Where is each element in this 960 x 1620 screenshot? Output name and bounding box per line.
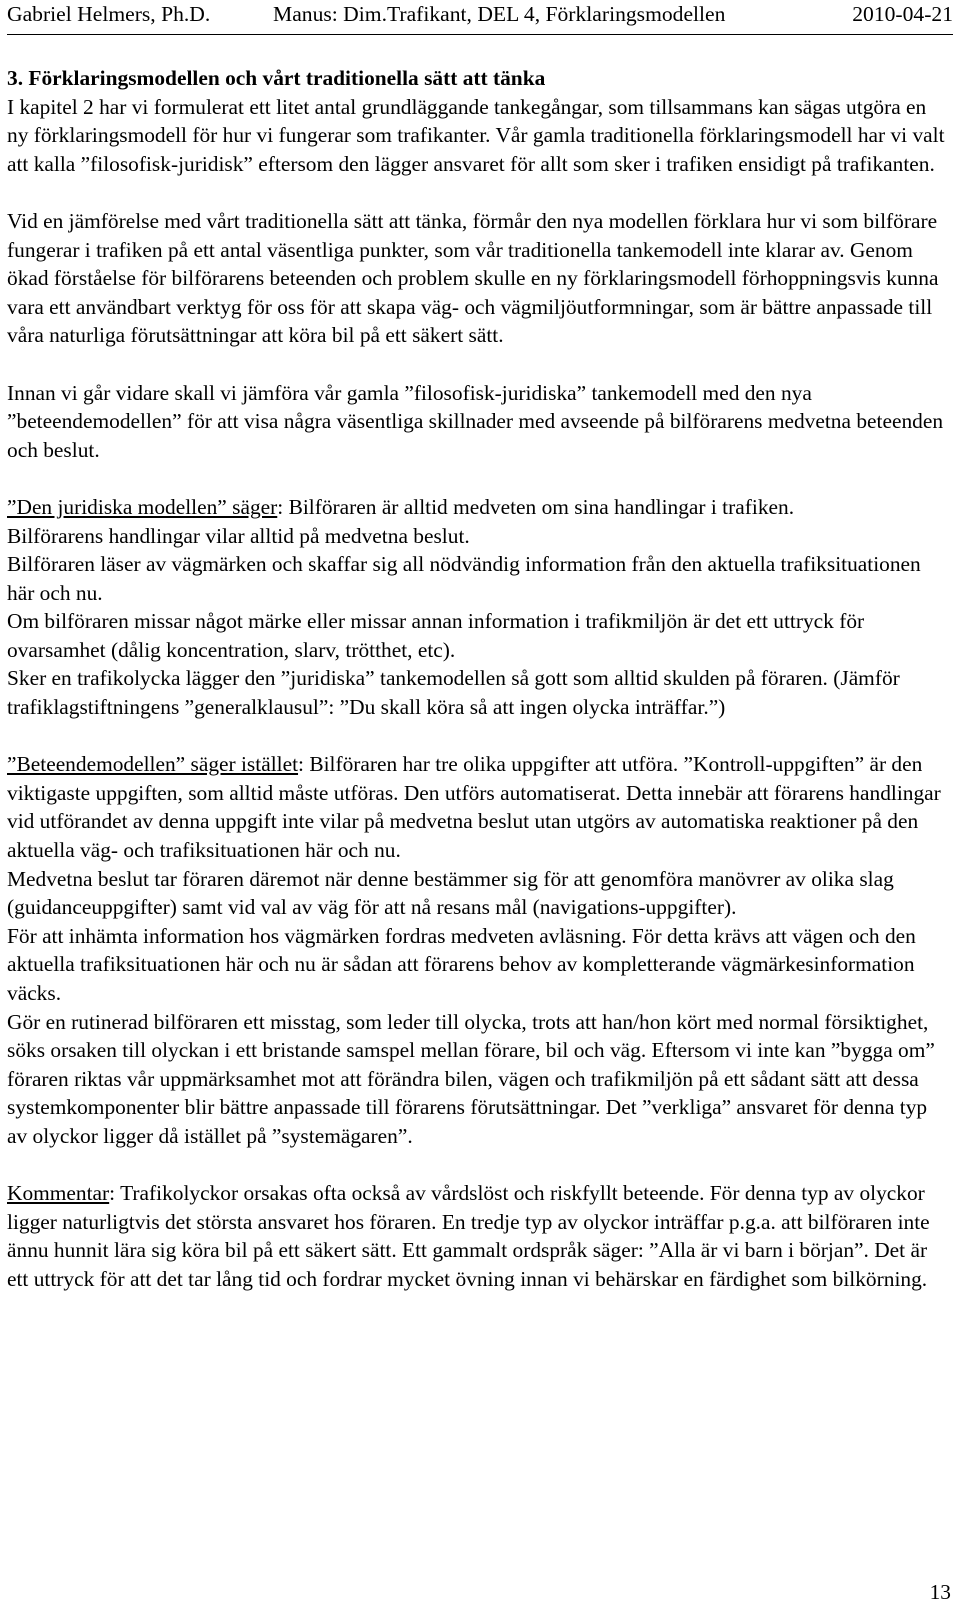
paragraph-gap xyxy=(7,350,951,379)
juridical-model-line-3: Bilföraren läser av vägmärken och skaffar sig all nödvändig information från den aktuella trafiksituationen här och nu. xyxy=(7,552,921,605)
juridical-model-line-2: Bilförarens handlingar vilar alltid på medvetna beslut. xyxy=(7,523,470,548)
page-number: 13 xyxy=(929,1580,951,1604)
juridical-model-label: ”Den juridiska modellen” säger xyxy=(7,494,278,519)
behavioral-model-text: Bilföraren har tre olika uppgifter att utföra. ”Kontroll-uppgiften” är den viktigaste uppgiften, som alltid måste utföras. Den utförs automatiserat. Detta innebär att förarens handlingar vid utförandet av denna uppgift inte vilar på medvetna beslut utan utgörs av automatiska reaktioner på den aktuella väg- och trafiksituationen här och nu. xyxy=(7,752,941,863)
header-rule xyxy=(7,34,953,35)
behavioral-model-line-2: Medvetna beslut tar föraren däremot när denne bestämmer sig för att genomföra manövrer av olika slag (guidanceuppgifter) samt vid val av väg för att nå resans mål (navigations-uppgifter). xyxy=(7,866,894,920)
juridical-model-line-4: Om bilföraren missar något märke eller missar annan information i trafikmiljön är det ett uttryck för ovarsamhet (dålig koncentration, slarv, trötthet, etc). xyxy=(7,609,865,662)
behavioral-model-label: ”Beteendemodellen” säger istället xyxy=(7,752,299,777)
section-heading: 3. Förklaringsmodellen och vårt traditionella sätt att tänka xyxy=(7,66,546,90)
behavioral-model-line-4: Gör en rutinerad bilföraren ett misstag, som leder till olycka, trots att han/hon kört med normal försiktighet, söks orsaken till olyckan i ett bristande samspel mellan förare, bil och väg. Eftersom vi inte kan ”bygga om” föraren riktas vår uppmärksamhet mot att förändra bilen, vägen och trafikmiljön på ett sådant sätt att dessa systemkomponenter blir bättre anpassade till förarens förutsättningar. Det ”verkliga” ansvaret för denna typ av olyckor ligger då istället på ”systemägaren”. xyxy=(7,1009,935,1148)
document-body xyxy=(7,64,951,1294)
comment-label: Kommentar xyxy=(7,1181,110,1206)
comment-colon: : xyxy=(109,1181,116,1206)
header-date: 2010-04-21 xyxy=(852,2,953,26)
juridical-model-text: Bilföraren är alltid medveten om sina handlingar i trafiken. xyxy=(283,494,795,519)
behavioral-model-line-1 xyxy=(7,750,951,864)
header-manuscript: Manus: Dim.Trafikant, DEL 4, Förklaringsmodellen xyxy=(273,2,726,26)
paragraph-intro: I kapitel 2 har vi formulerat ett litet antal grundläggande tankegångar, som tillsammans kan sägas utgöra en ny förklaringsmodell för hur vi fungerar som trafikanter. Vår gamla traditionella förklaringsmodell har vi valt att kalla ”filosofisk-juridisk” eftersom den lägger ansvaret för allt som sker i trafiken ensidigt på trafikanten. xyxy=(7,94,945,176)
juridical-model-line-5: Sker en trafikolycka lägger den ”juridiska” tankemodellen så gott som alltid skulden på föraren. (Jämför trafiklagstiftningens ”generalklausul”: ”Du skall köra så att ingen olycka inträffar.”) xyxy=(7,666,900,720)
juridical-model-line-1 xyxy=(7,493,951,522)
comment-paragraph xyxy=(7,1179,951,1293)
paragraph-comparison: Vid en jämförelse med vårt traditionella sätt att tänka, förmår den nya modellen förklara hur vi som bilförare fungerar i trafiken på ett antal väsentliga punkter, som vår traditionella tankemodell inte klarar av. Genom ökad förståelse för bilförarens beteenden och problem skulle en ny förklaringsmodell förhoppningsvis kunna vara ett användbart verktyg för oss för att skapa väg- och vägmiljöutformningar, som är bättre anpassade till våra naturliga förutsättningar att köra bil på ett säkert sätt. xyxy=(7,208,939,348)
juridical-model-colon: : xyxy=(277,494,284,519)
paragraph-before-comparing: Innan vi går vidare skall vi jämföra vår gamla ”filosofisk-juridiska” tankemodell med den nya ”beteendemodellen” för att visa några väsentliga skillnader med avseende på bilförarens medvetna beteenden och beslut. xyxy=(7,380,944,462)
paragraph-gap xyxy=(7,722,951,751)
paragraph-gap xyxy=(7,178,951,207)
behavioral-model-colon: : xyxy=(298,752,304,777)
running-header xyxy=(7,0,953,28)
paragraph-gap xyxy=(7,1151,951,1180)
comment-text: Trafikolyckor orsakas ofta också av vårdslöst och riskfyllt beteende. För denna typ av olyckor ligger naturligtvis det största ansvaret hos föraren. En tredje typ av olyckor inträffar p.g.a. att bilföraren inte ännu hunnit lära sig köra bil på ett säkert sätt. Ett gammalt ordspråk säger: ”Alla är vi barn i början”. Det är ett uttryck för att det tar lång tid och fordrar mycket övning innan vi behärskar en färdighet som bilkörning. xyxy=(7,1181,930,1291)
behavioral-model-line-3: För att inhämta information hos vägmärken fordras medveten avläsning. För detta krävs att vägen och den aktuella trafiksituationen här och nu är sådan att förarens behov av kompletterande vägmärkesinformation väcks. xyxy=(7,923,916,1005)
header-author: Gabriel Helmers, Ph.D. xyxy=(7,2,211,26)
paragraph-gap xyxy=(7,464,951,493)
